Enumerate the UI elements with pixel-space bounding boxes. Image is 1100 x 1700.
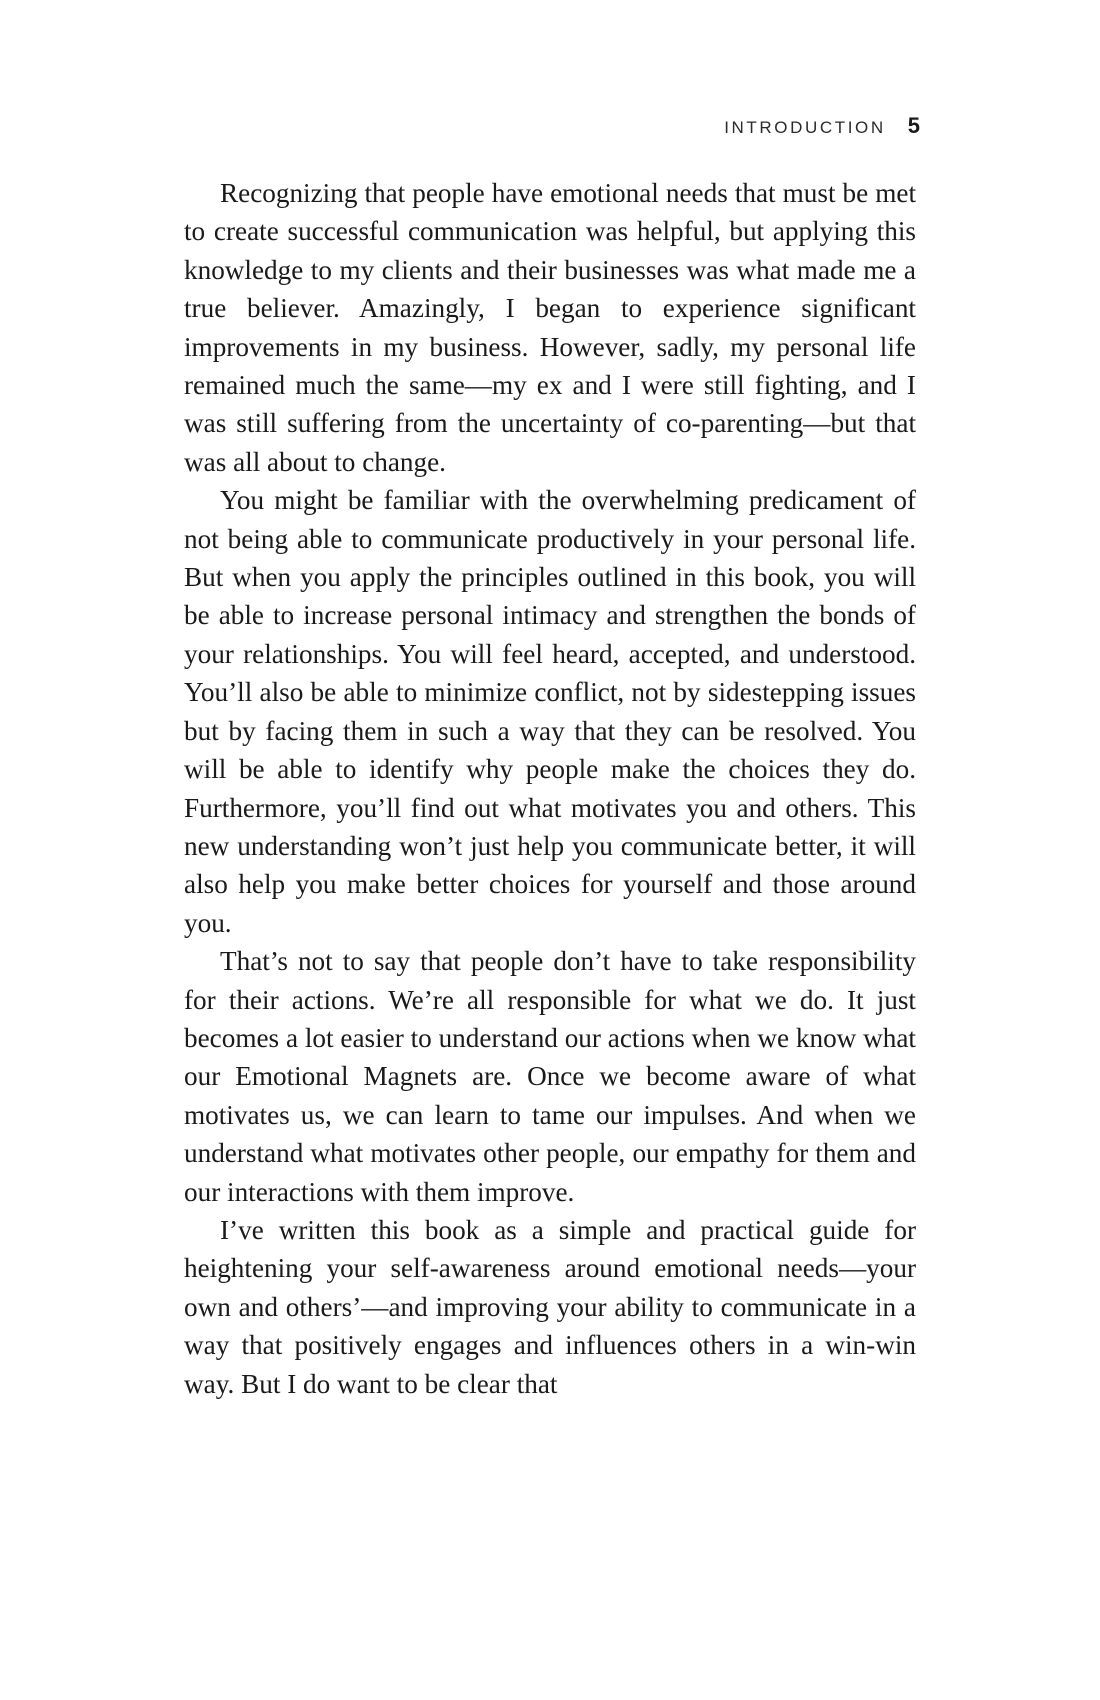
paragraph-1: Recognizing that people have emotional needs that must be met to create successful communication was helpful, but applying this knowledge to my clients and their businesses was what made me a true believer. Amazingly, I began to experience significant improvements in my business. However, sadly, my personal life remained much the same—my ex and I were still fighting, and I was still suffering from the uncertainty of co-parenting—but that was all about to change. (184, 178, 916, 477)
paragraph-3: That’s not to say that people don’t have to take responsibility for their actions. We’re all responsible for what we do. It just becomes a lot easier to understand our actions when we know what our Emotional Magnets are. Once we become aware of what motivates us, we can learn to tame our impulses. And when we understand what motivates other people, our empathy for them and our interactions with them improve. (184, 946, 916, 1207)
running-head (724, 113, 920, 139)
paragraph-2: You might be familiar with the overwhelming predicament of not being able to communicate productively in your personal life. But when you apply the principles outlined in this book, you will be able to increase personal intimacy and strengthen the bonds of your relationships. You will feel heard, accepted, and understood. You’ll also be able to minimize conflict, not by sidestepping issues but by facing them in such a way that they can be resolved. You will be able to identify why people make the choices they do. Furthermore, you’ll find out what motivates you and others. This new understanding won’t just help you communicate better, it will also help you make better choices for yourself and those around you. (184, 485, 916, 938)
running-head-title: INTRODUCTION (724, 118, 886, 137)
paragraph-4: I’ve written this book as a simple and practical guide for heightening your self-awareness around emotional needs—your own and others’—and improving your ability to communicate in a way that positively engages and influences others in a win-win way. But I do want to be clear that (184, 1214, 916, 1399)
page-number: 5 (907, 113, 920, 138)
body-text (184, 174, 916, 1403)
